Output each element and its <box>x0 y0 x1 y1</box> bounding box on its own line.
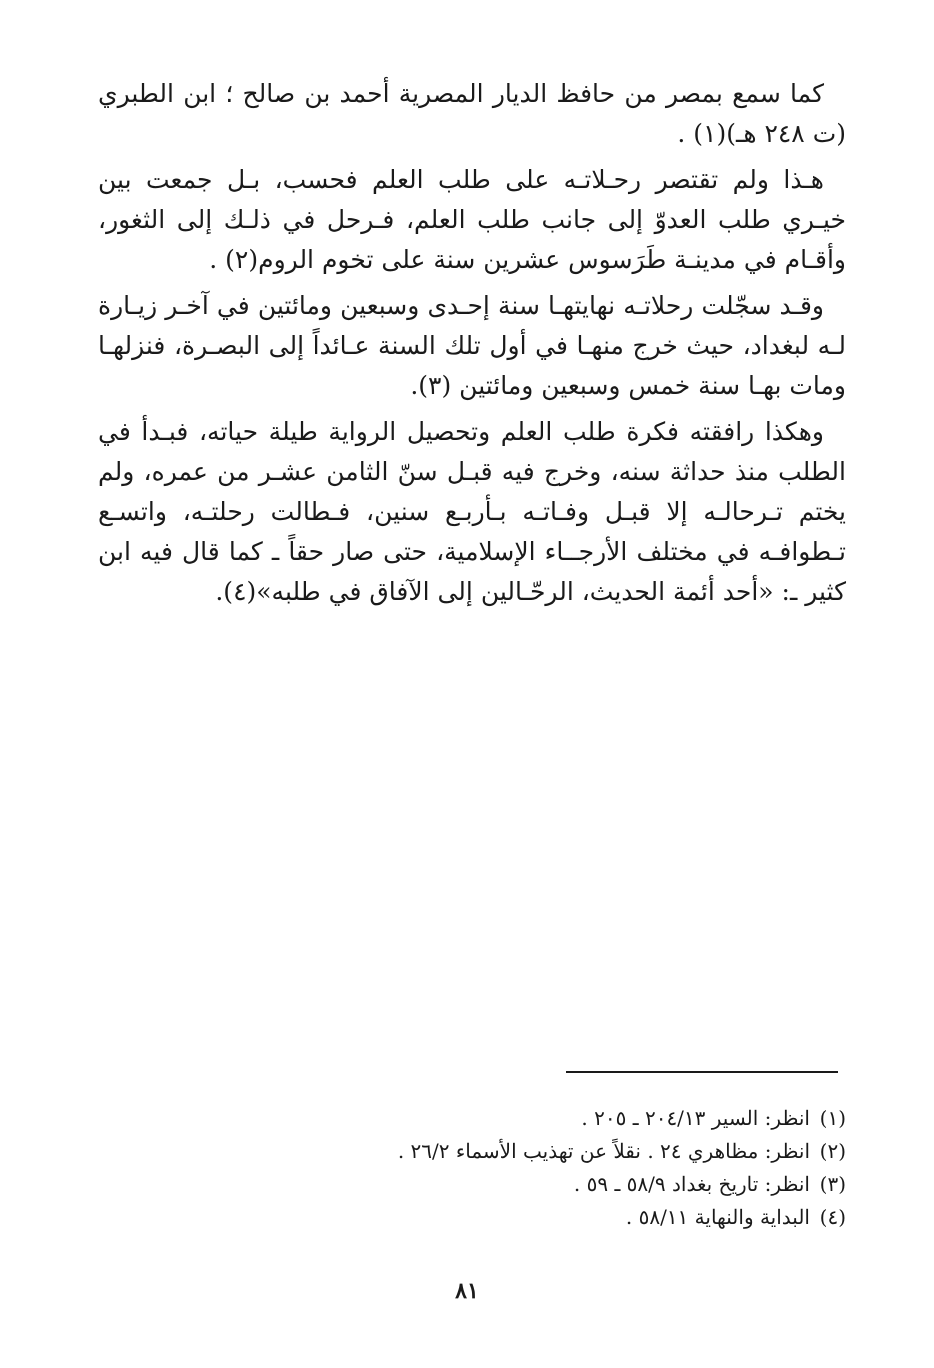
footnote-number: (١) <box>819 1106 846 1130</box>
main-text <box>98 74 846 618</box>
footnotes <box>98 1102 846 1234</box>
footnote-text: انظر: السير ٢٠٤/١٣ ـ ٢٠٥ . <box>581 1106 810 1130</box>
footnote-number: (٤) <box>819 1205 846 1229</box>
footnote-2 <box>98 1135 846 1168</box>
footnote-3 <box>98 1168 846 1201</box>
paragraph-1: كما سمع بمصر من حافظ الديار المصرية أحمد بن صالح ؛ ابن الطبري (ت ٢٤٨ هـ)(١) . <box>98 79 846 148</box>
footnote-4 <box>98 1201 846 1234</box>
footnote-divider <box>566 1071 838 1073</box>
paragraph-2: هـذا ولم تقتصر رحـلاتـه على طلب العلم فحسب، بـل جمعت بين خيـري طلب العدوّ إلى جانب طلب العلم، فـرحل في ذلـك إلى الثغور، وأقـام في مدينـة طَرَسوس عشرين سنة على تخوم الروم(٢) . <box>98 165 846 274</box>
footnote-number: (٢) <box>819 1139 846 1163</box>
footnote-1 <box>98 1102 846 1135</box>
footnote-number: (٣) <box>819 1172 846 1196</box>
paragraph-4: وهكذا رافقته فكرة طلب العلم وتحصيل الرواية طيلة حياته، فبـدأ في الطلب منذ حداثة سنه، وخرج فيه قبـل سنّ الثامن عشـر من عمره، ولم يختم تـرحالـه إلا قبـل وفـاتـه بـأربـع سنين، فـطالت رحلتـه، واتسـع تـطوافـه في مختلف الأرجــاء الإسلامية، حتى صار حقاً ـ كما قال فيه ابن كثير ـ: «أحد أئمة الحديث، الرحّـالين إلى الآفاق في طلبه»(٤). <box>98 417 846 606</box>
paragraph-3: وقـد سجّلت رحلاتـه نهايتهـا سنة إحـدى وسبعين ومائتين في آخـر زيـارة لـه لبغداد، حيث خرج منهـا في أول تلك السنة عـائداً إلى البصـرة، فنزلهـا ومات بهـا سنة خمس وسبعين ومائتين (٣). <box>98 291 846 400</box>
footnote-text: انظر: مظاهري ٢٤ . نقلاً عن تهذيب الأسماء ٢٦/٢ . <box>397 1139 810 1163</box>
footnote-text: البداية والنهاية ٥٨/١١ . <box>625 1205 810 1229</box>
footnote-text: انظر: تاريخ بغداد ٥٨/٩ ـ ٥٩ . <box>573 1172 810 1196</box>
page-number: ٨١ <box>455 1278 479 1304</box>
